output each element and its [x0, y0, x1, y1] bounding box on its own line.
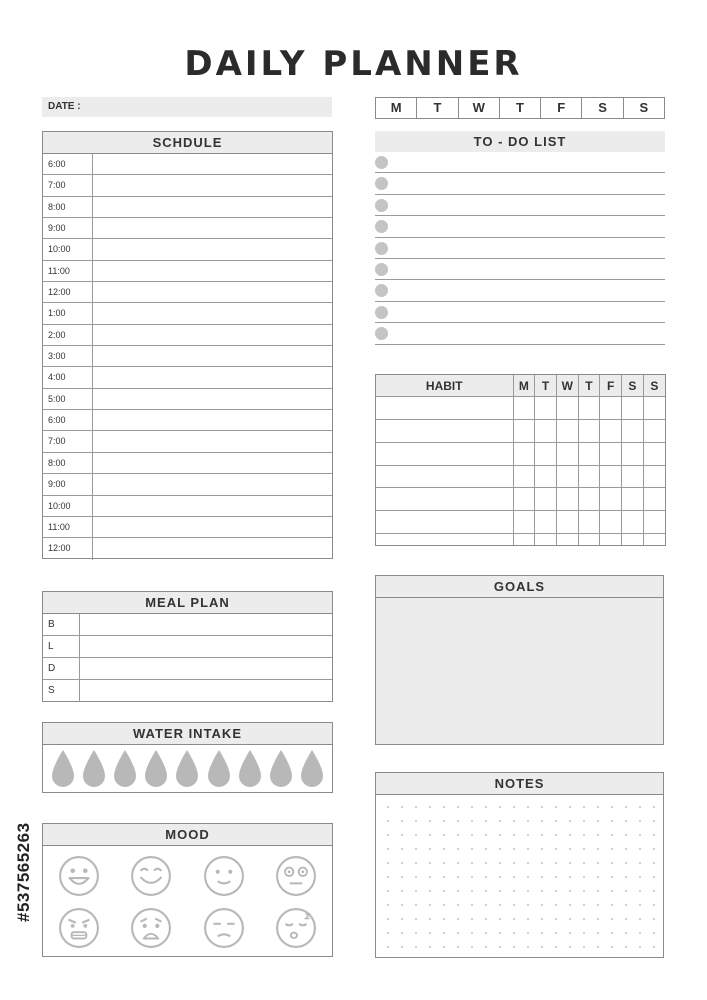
- habit-check-cell[interactable]: [556, 465, 578, 488]
- sleepy-face-icon[interactable]: [275, 907, 317, 949]
- habit-check-cell[interactable]: [513, 419, 535, 442]
- schedule-time: 7:00: [43, 431, 93, 451]
- distressed-face-icon[interactable]: [130, 907, 172, 949]
- stock-id-label: [14, 762, 34, 922]
- habit-day: T: [535, 375, 557, 397]
- goals-section[interactable]: [375, 575, 664, 745]
- habit-check-cell[interactable]: [600, 511, 622, 534]
- habit-check-cell[interactable]: [513, 465, 535, 488]
- dot-grid: [376, 795, 663, 957]
- meal-row[interactable]: [43, 658, 332, 680]
- schedule-time: 10:00: [43, 239, 93, 259]
- todo-checkbox-icon[interactable]: [375, 284, 388, 297]
- todo-item[interactable]: [375, 302, 665, 323]
- habit-check-cell[interactable]: [556, 419, 578, 442]
- habit-check-cell[interactable]: [600, 442, 622, 465]
- week-day-selector: [375, 97, 665, 119]
- grinning-face-icon[interactable]: [130, 855, 172, 897]
- schedule-header: SCHDULE: [43, 132, 332, 154]
- schedule-row[interactable]: [43, 197, 332, 218]
- todo-item[interactable]: [375, 173, 665, 194]
- schedule-time: 6:00: [43, 154, 93, 174]
- habit-check-cell[interactable]: [513, 488, 535, 511]
- habit-check-cell[interactable]: [513, 397, 535, 420]
- habit-name-cell[interactable]: [376, 419, 513, 442]
- schedule-time: 10:00: [43, 496, 93, 516]
- habit-check-cell[interactable]: [643, 534, 665, 545]
- mood-section: [42, 823, 333, 957]
- todo-checkbox-icon[interactable]: [375, 220, 388, 233]
- day-box[interactable]: W: [459, 98, 500, 118]
- habit-row: [376, 488, 665, 511]
- habit-row: [376, 442, 665, 465]
- todo-header: TO - DO LIST: [375, 131, 665, 152]
- habit-name-cell[interactable]: [376, 534, 513, 545]
- habit-check-cell[interactable]: [513, 534, 535, 545]
- schedule-time: 9:00: [43, 218, 93, 238]
- meal-label: B: [43, 614, 80, 635]
- goals-header: GOALS: [376, 576, 663, 598]
- habit-row: [376, 511, 665, 534]
- habit-name-cell[interactable]: [376, 442, 513, 465]
- todo-checkbox-icon[interactable]: [375, 199, 388, 212]
- todo-checkbox-icon[interactable]: [375, 327, 388, 340]
- schedule-time: 5:00: [43, 389, 93, 409]
- meal-row[interactable]: [43, 680, 332, 702]
- habit-name-cell[interactable]: [376, 511, 513, 534]
- schedule-section: [42, 131, 333, 559]
- habit-check-cell[interactable]: [578, 488, 600, 511]
- schedule-time: 1:00: [43, 303, 93, 323]
- meal-row[interactable]: [43, 636, 332, 658]
- habit-check-cell[interactable]: [622, 397, 644, 420]
- notes-header: NOTES: [376, 773, 663, 795]
- habit-check-cell[interactable]: [578, 511, 600, 534]
- schedule-row[interactable]: [43, 431, 332, 452]
- water-drop-icon[interactable]: [237, 749, 263, 789]
- schedule-row[interactable]: [43, 389, 332, 410]
- unamused-face-icon[interactable]: [203, 907, 245, 949]
- water-drops: [43, 745, 332, 789]
- habit-name-cell[interactable]: [376, 488, 513, 511]
- schedule-row[interactable]: [43, 367, 332, 388]
- habit-check-cell[interactable]: [556, 488, 578, 511]
- schedule-time: 12:00: [43, 282, 93, 302]
- habit-row: [376, 534, 665, 545]
- schedule-row[interactable]: [43, 261, 332, 282]
- meal-label: D: [43, 658, 80, 679]
- schedule-row[interactable]: [43, 175, 332, 196]
- meal-row[interactable]: [43, 614, 332, 636]
- habit-check-cell[interactable]: [535, 511, 557, 534]
- habit-check-cell[interactable]: [643, 397, 665, 420]
- habit-row: [376, 397, 665, 420]
- schedule-row[interactable]: [43, 325, 332, 346]
- mood-header: MOOD: [43, 824, 332, 846]
- day-box[interactable]: T: [500, 98, 541, 118]
- day-box[interactable]: F: [541, 98, 582, 118]
- water-drop-icon[interactable]: [268, 749, 294, 789]
- habit-check-cell[interactable]: [578, 397, 600, 420]
- schedule-row[interactable]: [43, 282, 332, 303]
- schedule-row[interactable]: [43, 218, 332, 239]
- habit-check-cell[interactable]: [600, 419, 622, 442]
- habit-tracker: [375, 374, 666, 546]
- habit-check-cell[interactable]: [578, 534, 600, 545]
- habit-check-cell[interactable]: [556, 397, 578, 420]
- habit-check-cell[interactable]: [578, 465, 600, 488]
- schedule-time: 8:00: [43, 197, 93, 217]
- water-intake-header: WATER INTAKE: [43, 723, 332, 745]
- day-box[interactable]: T: [417, 98, 458, 118]
- schedule-row[interactable]: [43, 410, 332, 431]
- todo-item[interactable]: [375, 152, 665, 173]
- habit-name-cell[interactable]: [376, 397, 513, 420]
- water-drop-icon[interactable]: [112, 749, 138, 789]
- schedule-time: 4:00: [43, 367, 93, 387]
- habit-day: W: [556, 375, 578, 397]
- meal-label: S: [43, 680, 80, 702]
- todo-checkbox-icon[interactable]: [375, 156, 388, 169]
- habit-check-cell[interactable]: [556, 442, 578, 465]
- habit-check-cell[interactable]: [578, 442, 600, 465]
- habit-check-cell[interactable]: [513, 442, 535, 465]
- habit-check-cell[interactable]: [600, 465, 622, 488]
- todo-section: [375, 131, 665, 345]
- water-drop-icon[interactable]: [299, 749, 325, 789]
- schedule-time: 11:00: [43, 517, 93, 537]
- schedule-rows: [43, 154, 332, 560]
- habit-check-cell[interactable]: [622, 419, 644, 442]
- habit-check-cell[interactable]: [622, 534, 644, 545]
- habit-check-cell[interactable]: [643, 511, 665, 534]
- habit-check-cell[interactable]: [600, 488, 622, 511]
- todo-checkbox-icon[interactable]: [375, 177, 388, 190]
- schedule-time: 8:00: [43, 453, 93, 473]
- habit-row: [376, 419, 665, 442]
- habit-check-cell[interactable]: [578, 419, 600, 442]
- todo-item[interactable]: [375, 280, 665, 301]
- habit-name-cell[interactable]: [376, 465, 513, 488]
- stock-id-text: #537565263: [14, 822, 33, 922]
- habit-day: S: [622, 375, 644, 397]
- schedule-row[interactable]: [43, 538, 332, 559]
- habit-check-cell[interactable]: [600, 397, 622, 420]
- schedule-row[interactable]: [43, 517, 332, 538]
- habit-check-cell[interactable]: [535, 442, 557, 465]
- todo-item[interactable]: [375, 216, 665, 237]
- smiling-face-icon[interactable]: [203, 855, 245, 897]
- schedule-time: 11:00: [43, 261, 93, 281]
- day-box[interactable]: S: [582, 98, 623, 118]
- meal-plan-header: MEAL PLAN: [43, 592, 332, 614]
- dizzy-face-icon[interactable]: [275, 855, 317, 897]
- schedule-time: 2:00: [43, 325, 93, 345]
- schedule-time: 3:00: [43, 346, 93, 366]
- habit-check-cell[interactable]: [643, 465, 665, 488]
- habit-check-cell[interactable]: [535, 465, 557, 488]
- schedule-row[interactable]: [43, 303, 332, 324]
- todo-item[interactable]: [375, 259, 665, 280]
- habit-check-cell[interactable]: [513, 511, 535, 534]
- todo-checkbox-icon[interactable]: [375, 263, 388, 276]
- habit-day: M: [513, 375, 535, 397]
- schedule-row[interactable]: [43, 346, 332, 367]
- habit-check-cell[interactable]: [622, 465, 644, 488]
- schedule-time: 6:00: [43, 410, 93, 430]
- habit-check-cell[interactable]: [535, 419, 557, 442]
- schedule-time: 12:00: [43, 538, 93, 559]
- habit-day: F: [600, 375, 622, 397]
- todo-item[interactable]: [375, 195, 665, 216]
- schedule-time: 9:00: [43, 474, 93, 494]
- habit-day: T: [578, 375, 600, 397]
- habit-check-cell[interactable]: [643, 442, 665, 465]
- schedule-time: 7:00: [43, 175, 93, 195]
- todo-rows: [375, 152, 665, 345]
- day-box[interactable]: M: [376, 98, 417, 118]
- page-title: DAILY PLANNER: [184, 44, 523, 84]
- habit-check-cell[interactable]: [622, 511, 644, 534]
- water-intake-section: [42, 722, 333, 793]
- habit-header: HABIT: [376, 375, 513, 397]
- happy-face-icon[interactable]: [58, 855, 100, 897]
- water-drop-icon[interactable]: [50, 749, 76, 789]
- water-drop-icon[interactable]: [81, 749, 107, 789]
- schedule-row[interactable]: [43, 453, 332, 474]
- water-drop-icon[interactable]: [206, 749, 232, 789]
- meal-plan-section: [42, 591, 333, 702]
- water-drop-icon[interactable]: [143, 749, 169, 789]
- date-label: DATE :: [48, 101, 81, 112]
- habit-day: S: [643, 375, 665, 397]
- todo-checkbox-icon[interactable]: [375, 306, 388, 319]
- habit-check-cell[interactable]: [556, 534, 578, 545]
- habit-check-cell[interactable]: [600, 534, 622, 545]
- meal-label: L: [43, 636, 80, 657]
- habit-check-cell[interactable]: [535, 534, 557, 545]
- habit-check-cell[interactable]: [535, 488, 557, 511]
- schedule-row[interactable]: [43, 474, 332, 495]
- notes-section[interactable]: [375, 772, 664, 958]
- schedule-row[interactable]: [43, 154, 332, 175]
- water-drop-icon[interactable]: [174, 749, 200, 789]
- habit-check-cell[interactable]: [622, 442, 644, 465]
- schedule-row[interactable]: [43, 496, 332, 517]
- habit-row: [376, 465, 665, 488]
- schedule-row[interactable]: [43, 239, 332, 260]
- habit-check-cell[interactable]: [556, 511, 578, 534]
- day-box[interactable]: S: [639, 100, 649, 115]
- date-field[interactable]: [42, 97, 332, 117]
- angry-face-icon[interactable]: [58, 907, 100, 949]
- habit-check-cell[interactable]: [622, 488, 644, 511]
- habit-check-cell[interactable]: [535, 397, 557, 420]
- todo-item[interactable]: [375, 238, 665, 259]
- habit-check-cell[interactable]: [643, 419, 665, 442]
- todo-item[interactable]: [375, 323, 665, 344]
- habit-check-cell[interactable]: [643, 488, 665, 511]
- todo-checkbox-icon[interactable]: [375, 242, 388, 255]
